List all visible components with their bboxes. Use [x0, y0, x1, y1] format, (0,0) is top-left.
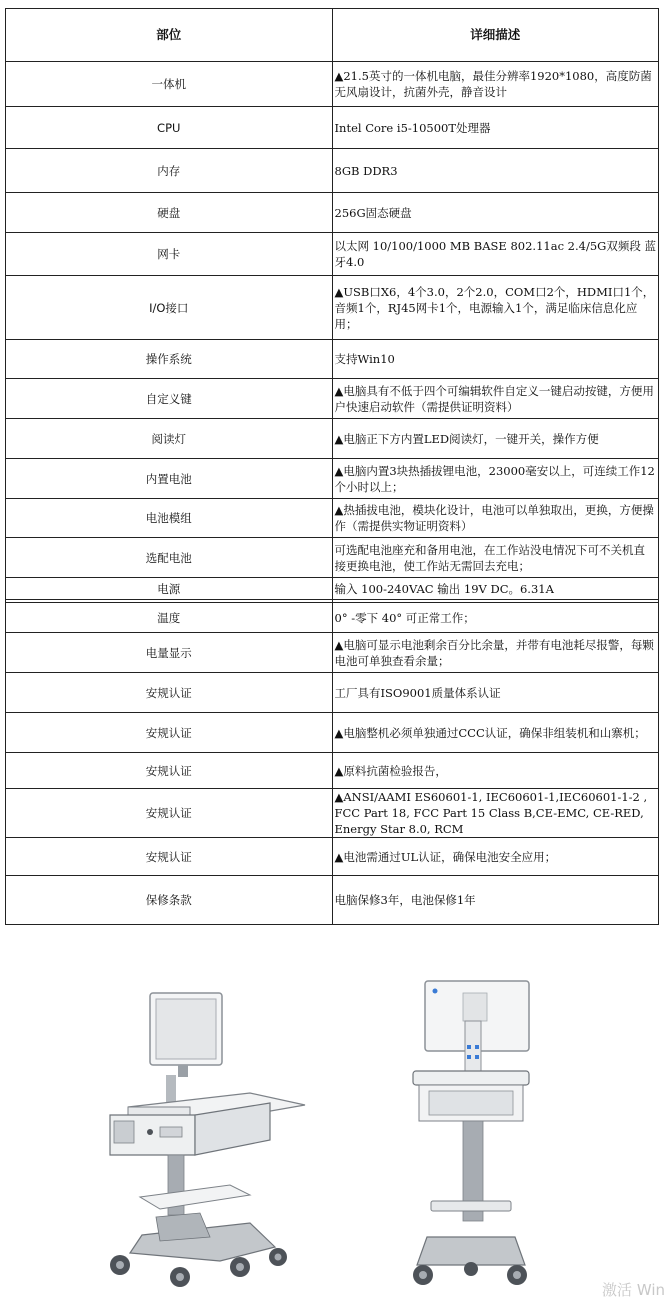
- row-desc: ▲ANSI/AAMI ES60601-1, IEC60601-1,IEC60601-1-2 , FCC Part 18, FCC Part 15 Class B,CE-EMC, CE-RED, Energy Star 8.0, RCM: [332, 789, 659, 838]
- row-part: 操作系统: [6, 340, 333, 379]
- table-row: [6, 578, 659, 600]
- row-desc: 可选配电池座充和备用电池，在工作站没电情况下可不关机直接更换电池，使工作站无需回去充电；: [332, 538, 659, 578]
- row-part: 阅读灯: [6, 419, 333, 459]
- spec-table: [5, 8, 659, 925]
- table-header-row: [6, 9, 659, 62]
- watermark-text: 激活 Win: [602, 1281, 665, 1299]
- row-desc: 256G固态硬盘: [332, 193, 659, 233]
- row-part: 电源: [6, 578, 333, 600]
- header-part: 部位: [6, 9, 333, 62]
- row-desc: 工厂具有ISO9001质量体系认证: [332, 673, 659, 713]
- table-row: [6, 149, 659, 193]
- header-desc: 详细描述: [332, 9, 659, 62]
- table-row: [6, 673, 659, 713]
- row-part: 电池模组: [6, 499, 333, 538]
- row-desc: 0° -零下 40° 可正常工作；: [332, 603, 659, 633]
- row-part: 安规认证: [6, 713, 333, 753]
- table-row: [6, 538, 659, 578]
- row-part: 内置电池: [6, 459, 333, 499]
- row-part: 安规认证: [6, 673, 333, 713]
- row-desc: 8GB DDR3: [332, 149, 659, 193]
- table-row: [6, 340, 659, 379]
- row-desc: ▲热插拔电池，模块化设计，电池可以单独取出，更换，方便操作（需提供实物证明资料）: [332, 499, 659, 538]
- row-desc: ▲电脑可显示电池剩余百分比余量，并带有电池耗尽报警，每颗电池可单独查看余量；: [332, 633, 659, 673]
- row-desc: ▲USB口X6，4个3.0，2个2.0，COM口2个，HDMI口1个，音频1个，RJ45网卡1个，电源输入1个，满足临床信息化应用；: [332, 276, 659, 340]
- row-desc: 输入 100-240VAC 输出 19V DC。6.31A: [332, 578, 659, 600]
- row-part: 保修条款: [6, 876, 333, 925]
- table-row: [6, 107, 659, 149]
- row-desc: ▲电脑整机必须单独通过CCC认证，确保非组装机和山寨机；: [332, 713, 659, 753]
- table-row: [6, 603, 659, 633]
- row-part: 选配电池: [6, 538, 333, 578]
- table-row: [6, 233, 659, 276]
- table-row: [6, 838, 659, 876]
- table-row: [6, 459, 659, 499]
- row-desc: ▲21.5英寸的一体机电脑，最佳分辨率1920*1080，高度防菌无风扇设计，抗菌外壳，静音设计: [332, 62, 659, 107]
- table-row: [6, 379, 659, 419]
- cart-rear-view-image: [405, 975, 535, 1290]
- table-row: [6, 419, 659, 459]
- table-row: [6, 193, 659, 233]
- cart-side-view-image: [100, 985, 315, 1290]
- row-part: 安规认证: [6, 789, 333, 838]
- row-part: 一体机: [6, 62, 333, 107]
- table-row: [6, 876, 659, 925]
- row-part: 安规认证: [6, 838, 333, 876]
- row-part: I/O接口: [6, 276, 333, 340]
- table-row: [6, 789, 659, 838]
- table-row: [6, 276, 659, 340]
- row-desc: 支持Win10: [332, 340, 659, 379]
- row-desc: 以太网 10/100/1000 MB BASE 802.11ac 2.4/5G双频段 蓝牙4.0: [332, 233, 659, 276]
- row-desc: ▲电池需通过UL认证，确保电池安全应用；: [332, 838, 659, 876]
- row-part: 电量显示: [6, 633, 333, 673]
- product-photos: [0, 970, 669, 1302]
- row-desc: ▲原料抗菌检验报告，: [332, 753, 659, 789]
- row-desc: 电脑保修3年，电池保修1年: [332, 876, 659, 925]
- table-row: [6, 713, 659, 753]
- spec-sheet: [5, 8, 659, 925]
- table-row: [6, 499, 659, 538]
- table-row: [6, 633, 659, 673]
- table-row: [6, 62, 659, 107]
- row-desc: Intel Core i5-10500T处理器: [332, 107, 659, 149]
- row-part: 硬盘: [6, 193, 333, 233]
- row-part: 内存: [6, 149, 333, 193]
- row-desc: ▲电脑正下方内置LED阅读灯，一键开关，操作方便: [332, 419, 659, 459]
- row-part: 网卡: [6, 233, 333, 276]
- row-part: 自定义键: [6, 379, 333, 419]
- row-part: 安规认证: [6, 753, 333, 789]
- row-desc: ▲电脑具有不低于四个可编辑软件自定义一键启动按键，方便用户快速启动软件（需提供证明资料）: [332, 379, 659, 419]
- row-part: 温度: [6, 603, 333, 633]
- table-row: [6, 753, 659, 789]
- row-desc: ▲电脑内置3块热插拔锂电池，23000毫安以上，可连续工作12个小时以上；: [332, 459, 659, 499]
- row-part: CPU: [6, 107, 333, 149]
